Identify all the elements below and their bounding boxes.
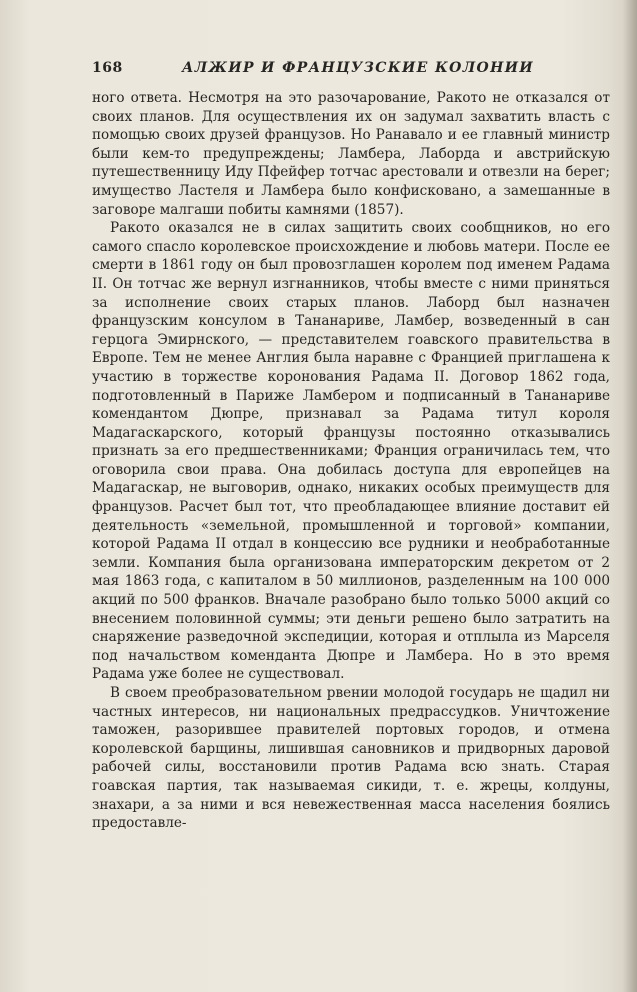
paragraph-3: В своем преобразовательном рвении молодой государь не щадил ни частных интересов, ни национальных предрассудков. Уничтожение таможен, разорившее правителей портовых городов, и отмена королевской барщины, лишившая сановников и придворных даровой рабочей силы, восстановили против Радама всю знать. Старая гоавская партия, так называемая сикиди, т. е. жрецы, колдуны, знахари, а за ними и вся невежественная масса населения боялись предоставле-	[92, 685, 610, 832]
page-number: 168	[92, 60, 123, 76]
page-header	[92, 60, 612, 82]
paragraph-1: ного ответа. Несмотря на это разочарование, Ракото не отказался от своих планов. Для осуществления их он задумал захватить власть с помощью своих друзей французов. Но Ранавало и ее главный министр были кем-то предупреждены; Ламбера, Лаборда и австрийскую путешественницу Иду Пфейфер тотчас арестовали и отвезли на берег; имущество Ластеля и Ламбера было конфисковано, а замешанные в заговоре малгаши побиты камнями (1857).	[92, 90, 610, 218]
page-edge-shadow	[623, 0, 637, 992]
running-title: АЛЖИР И ФРАНЦУЗСКИЕ КОЛОНИИ	[182, 60, 534, 76]
body-text	[92, 89, 610, 833]
paragraph-2: Ракото оказался не в силах защитить своих сообщников, но его самого спасло королевское происхождение и любовь матери. После ее смерти в 1861 году он был провозглашен королем под именем Радама II. Он тотчас же вернул изгнанников, чтобы вместе с ними приняться за исполнение своих старых планов. Лаборд был назначен французским консулом в Тананариве, Ламбер, возведенный в сан герцога Эмирнского, — представителем гоавского правительства в Европе. Тем не менее Англия была наравне с Францией приглашена к участию в торжестве коронования Радама II. Договор 1862 года, подготовленный в Париже Ламбером и подписанный в Тананариве комендантом Дюпре, признавал за Радама титул короля Мадагаскарского, который французы постоянно отказывались признать за его предшественниками; Франция ограничилась тем, что оговорила свои права. Она добилась доступа для европейцев на Мадагаскар, не выговорив, однако, никаких особых преимуществ для французов. Расчет был тот, что преобладающее влияние доставит ей деятельность «земельной, промышленной и торговой» компании, которой Радама II отдал в концессию все рудники и необработанные земли. Компания была организована императорским декретом от 2 мая 1863 года, с капиталом в 50 миллионов, разделенным на 100 000 акций по 500 франков. Вначале разобрано было только 5000 акций со внесением половинной суммы; эти деньги решено было затратить на снаряжение разведочной экспедиции, которая и отплыла из Марселя под начальством коменданта Дюпре и Ламбера. Но в это время Радама уже более не существовал.	[92, 220, 610, 683]
